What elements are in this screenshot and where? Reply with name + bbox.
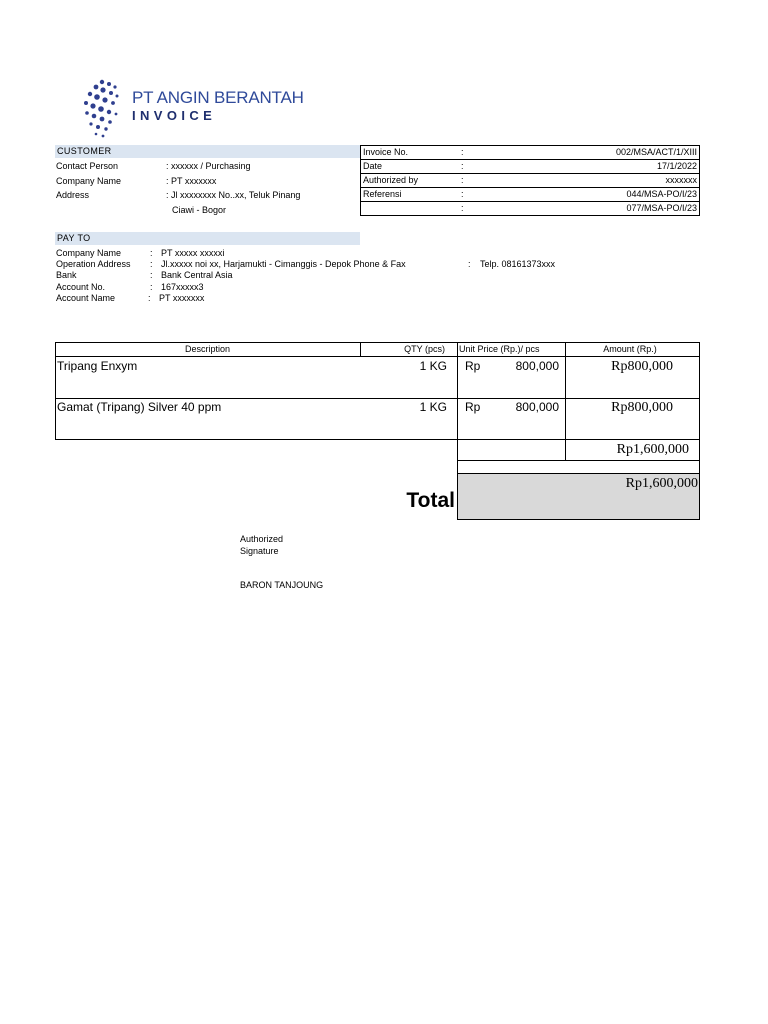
company-logo [76, 76, 124, 140]
table-border [55, 439, 457, 440]
signatory-name: BARON TANJOUNG [240, 580, 324, 590]
meta-value: xxxxxxx [483, 174, 700, 188]
table-border [457, 439, 700, 440]
authorized-label: Authorized [240, 534, 284, 544]
signature-label: Signature [240, 546, 279, 556]
meta-row-date [361, 160, 700, 174]
table-border [457, 342, 458, 520]
meta-value: 077/MSA-PO/I/23 [483, 202, 700, 216]
meta-row-referensi-2 [361, 202, 700, 216]
meta-sep: : [459, 202, 483, 216]
account-name-value: PT xxxxxxx [159, 293, 205, 303]
item-unit-price: 800,000 [515, 359, 559, 373]
bank-label: Bank [56, 270, 77, 280]
item-currency: Rp [465, 359, 481, 373]
item-description: Gamat (Tripang) Silver 40 ppm [57, 400, 222, 414]
table-border [55, 356, 700, 357]
meta-label: Invoice No. [361, 146, 460, 160]
meta-row-authorized-by [361, 174, 700, 188]
item-unit-price: 800,000 [515, 400, 559, 414]
meta-sep: : [459, 146, 483, 160]
items-table [55, 342, 700, 522]
company-name: PT ANGIN BERANTAH [132, 88, 304, 107]
payto-company-value: PT xxxxx xxxxxi [161, 248, 225, 258]
account-name-label: Account Name [56, 293, 116, 303]
address-line-2: Ciawi - Bogor [172, 205, 227, 215]
contact-person-label: Contact Person [56, 161, 119, 171]
table-border [457, 460, 700, 461]
phone-sep: : [468, 259, 471, 269]
table-border [699, 342, 700, 520]
header-qty-text: QTY (pcs) [404, 344, 445, 354]
header-qty [360, 343, 457, 356]
meta-sep: : [459, 188, 483, 202]
phone-value: Telp. 08161373xxx [480, 259, 556, 269]
table-border [55, 342, 56, 440]
table-border [457, 473, 700, 474]
account-no-label: Account No. [56, 282, 106, 292]
item-currency: Rp [465, 400, 481, 414]
meta-value: 002/MSA/ACT/1/XIII [483, 146, 700, 160]
table-border [55, 398, 700, 399]
item-description: Tripang Enxym [57, 359, 138, 373]
item-amount: Rp800,000 [611, 400, 673, 415]
document-title: INVOICE [132, 108, 217, 123]
invoice-meta-table [360, 145, 700, 216]
item-amount: Rp800,000 [611, 359, 673, 374]
total-label: Total [406, 489, 455, 512]
payto-company-label: Company Name [56, 248, 122, 258]
meta-label [361, 202, 460, 216]
customer-company-label: Company Name [56, 176, 122, 186]
meta-value: 044/MSA-PO/I/23 [483, 188, 700, 202]
account-no-value: 167xxxxx3 [161, 282, 204, 292]
operation-address-label: Operation Address [56, 259, 131, 269]
contact-person-value: : xxxxxx / Purchasing [166, 161, 251, 171]
payto-section-title: PAY TO [55, 232, 360, 245]
customer-section-title: CUSTOMER [55, 145, 360, 158]
header-amount: Amount (Rp.) [603, 344, 657, 354]
item-qty: 1 KG [419, 400, 447, 414]
bank-value: Bank Central Asia [161, 270, 233, 280]
table-border [457, 519, 700, 520]
meta-label: Authorized by [361, 174, 460, 188]
address-line-1: : Jl xxxxxxxx No..xx, Teluk Pinang [166, 190, 301, 200]
header-description: Description [184, 344, 231, 354]
payto-sep: : [150, 270, 153, 280]
payto-sep: : [148, 293, 151, 303]
meta-label: Referensi [361, 188, 460, 202]
subtotal-value: Rp1,600,000 [616, 442, 689, 457]
meta-sep: : [459, 174, 483, 188]
header-unit-price: Unit Price (Rp.)/ pcs [459, 344, 540, 354]
meta-row-invoice-no [361, 146, 700, 160]
customer-company-value: : PT xxxxxxx [166, 176, 217, 186]
meta-value: 17/1/2022 [483, 160, 700, 174]
payto-sep: : [150, 248, 153, 258]
total-value: Rp1,600,000 [625, 476, 698, 491]
item-qty: 1 KG [419, 359, 447, 373]
meta-sep: : [459, 160, 483, 174]
meta-label: Date [361, 160, 460, 174]
operation-address-value: Jl.xxxxx noi xx, Harjamukti - Cimanggis - Depok Phone & Fax [161, 259, 406, 269]
address-label: Address [56, 190, 90, 200]
meta-row-referensi [361, 188, 700, 202]
payto-sep: : [150, 282, 153, 292]
payto-sep: : [150, 259, 153, 269]
